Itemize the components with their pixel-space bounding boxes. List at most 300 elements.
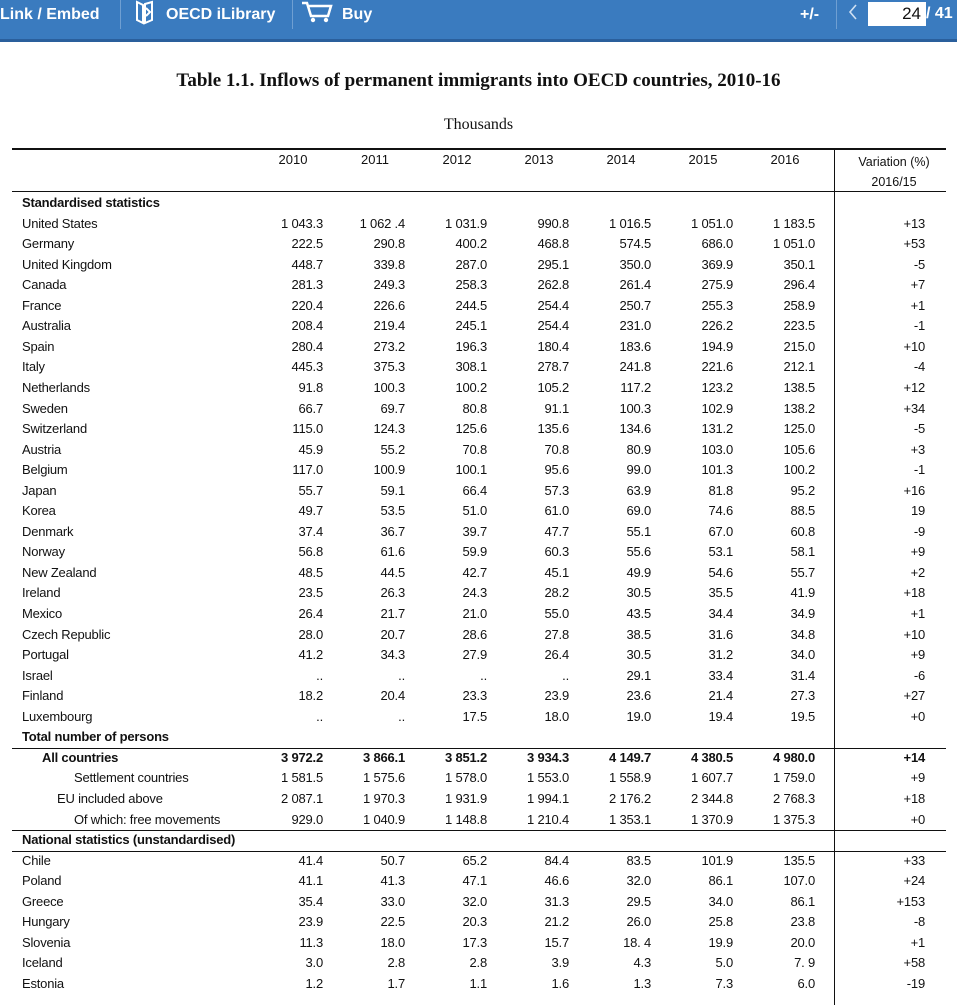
table-row [12,337,946,358]
cell-variation: -19 [906,975,925,991]
cell-value: 1 016.5 [609,215,651,231]
cell-variation: +27 [903,688,925,704]
cell-value: 196.3 [455,338,487,354]
cell-value: 262.8 [537,277,569,293]
cell-value: 28.6 [462,626,487,642]
year-header: 2010 [278,152,308,167]
cell-value: 212.1 [783,359,815,375]
variation-header-line2: 2016/15 [871,175,917,189]
table-row [12,357,946,378]
cell-variation: +16 [903,482,925,498]
cell-value: 53.1 [708,544,733,560]
cell-variation: +13 [903,215,925,231]
cell-variation: +34 [903,400,925,416]
cell-variation: +3 [910,441,925,457]
table-row [12,892,946,913]
cell-value: 468.8 [537,236,569,252]
cell-value: 91.1 [544,400,569,416]
section-rule [12,830,946,831]
cell-value: 990.8 [537,215,569,231]
row-label: Austria [22,441,62,457]
row-label: Estonia [22,975,64,991]
row-label: Switzerland [22,421,87,437]
cell-value: 3.9 [551,955,569,971]
cell-value: 34.8 [790,626,815,642]
cell-value: 28.0 [298,626,323,642]
cell-value: 11.3 [299,934,323,950]
cell-value: 183.6 [619,338,651,354]
cell-value: 65.2 [462,852,487,868]
cell-value: 95.6 [544,462,569,478]
cell-value: 574.5 [619,236,651,252]
oecd-ilibrary-label: OECD iLibrary [166,5,276,23]
table-row [12,399,946,420]
cell-variation: +1 [910,606,925,621]
cell-value: 2 768.3 [773,790,815,806]
cell-variation: +10 [903,338,925,354]
cell-value: 2 344.8 [691,790,733,806]
cell-variation: +9 [910,647,925,663]
cell-variation: +53 [903,236,925,252]
cell-value: 23.8 [790,914,815,930]
cell-value: 1 375.3 [773,811,815,827]
row-label: Spain [22,338,55,354]
cell-value: 24.3 [462,585,487,601]
cell-value: 19.0 [626,708,651,724]
row-label: Finland [22,688,64,704]
cell-value: 60.3 [544,544,569,560]
cell-value: 31.2 [708,647,733,663]
cell-value: 296.4 [783,277,815,293]
link-embed-button[interactable] [0,0,112,29]
cell-value: 1.3 [633,975,651,991]
cell-value: 221.6 [701,359,733,375]
cell-value: 1 148.8 [445,811,487,827]
cell-value: 226.2 [701,318,733,334]
cell-value: 66.7 [298,400,323,416]
cell-value: 70.8 [462,441,487,457]
table-row [12,933,946,954]
cell-value: 5.0 [715,955,733,971]
row-label: Italy [22,359,45,375]
cell-value: 95.2 [790,482,815,498]
row-label: Total number of persons [22,729,169,745]
cell-value: 20.7 [380,626,405,642]
cell-variation: +0 [910,811,925,827]
cell-variation: +153 [896,893,925,909]
table-row [12,912,946,933]
cell-value: 23.3 [462,688,487,704]
cell-value: 74.6 [708,503,733,519]
book-icon [132,0,158,30]
cell-value: 41.3 [380,873,405,889]
table-row [12,666,946,687]
table-row [12,810,946,831]
cell-value: 208.4 [291,318,323,334]
row-label: Norway [22,544,65,560]
cell-value: 1 183.5 [773,215,815,231]
row-label: Germany [22,236,75,252]
prev-page-button[interactable] [848,0,862,29]
cell-value: 27.9 [462,647,487,663]
cell-value: 60.8 [790,523,815,539]
year-header: 2016 [770,152,800,167]
cell-value: 31.4 [790,667,815,683]
table-row [12,296,946,317]
cell-value: 290.8 [373,236,405,252]
table-row [12,645,946,666]
cell-value: 36.7 [380,523,405,539]
cell-variation: -1 [913,318,925,334]
buy-button[interactable] [300,0,390,29]
cell-value: 29.5 [626,893,651,909]
cell-value: 66.4 [462,482,487,498]
cell-value: 49.7 [298,503,323,519]
year-header: 2015 [688,152,718,167]
row-label: Sweden [22,400,68,416]
cell-variation: +58 [903,955,925,971]
cell-value: 1 558.9 [609,770,651,786]
cell-value: 1 210.4 [527,811,569,827]
cell-value: 50.7 [380,852,405,868]
table-row [12,542,946,563]
cell-variation: -5 [913,256,925,272]
row-label: Australia [22,318,71,334]
cell-value: 115.0 [292,421,323,437]
row-label: Luxembourg [22,708,93,724]
cell-variation: +1 [910,297,925,313]
cell-value: 1 043.3 [281,215,323,231]
cell-value: 55.1 [626,523,651,539]
cell-value: 18.0 [544,708,569,724]
row-label: Mexico [22,606,62,621]
cell-value: 20.4 [380,688,405,704]
cell-value: 249.3 [373,277,405,293]
cell-value: 222.5 [291,236,323,252]
cell-value: 308.1 [455,359,487,375]
cell-value: 2.8 [469,955,487,971]
cell-value: 31.3 [544,893,569,909]
cell-value: 80.8 [462,400,487,416]
cell-value: 58.1 [790,544,815,560]
cell-value: 59.1 [380,482,405,498]
cell-value: 55.2 [380,441,405,457]
table-top-rule [12,148,946,150]
table-unit: Thousands [443,116,514,133]
cell-value: 28.2 [544,585,569,601]
cell-value: 101.9 [701,852,733,868]
page-number-input[interactable]: 24 [868,2,926,26]
cell-value: 56.8 [298,544,323,560]
row-label: Korea [22,503,56,519]
table-row [12,871,946,892]
cell-value: 1.6 [551,975,569,991]
cell-value: 100.3 [373,379,405,395]
cell-value: 1 031.9 [445,215,487,231]
cell-value: 42.7 [462,564,487,580]
cell-value: 18.0 [380,934,405,950]
table-row [12,255,946,276]
table-row [12,522,946,543]
row-label: Settlement countries [74,770,189,786]
cell-value: 32.0 [462,893,487,909]
cell-value: 100.2 [455,379,487,395]
cell-value: 102.9 [701,400,733,416]
cell-value: 244.5 [455,297,487,313]
cell-value: 48.5 [298,564,323,580]
cell-value: 138.5 [783,379,815,395]
cell-value: 23.5 [298,585,323,601]
table-row [12,748,946,769]
cell-value: 4 980.0 [773,749,815,765]
cell-variation: +12 [903,379,925,395]
cell-value: 41.9 [790,585,815,601]
cell-value: 1.1 [469,975,487,991]
cell-value: 7. 9 [794,955,815,971]
cell-value: 686.0 [701,236,733,252]
cell-value: 55.6 [626,544,651,560]
cell-value: 22.5 [380,914,405,930]
cell-value: 1.7 [387,975,405,991]
cell-value: 1 353.1 [609,811,651,827]
cell-value: 448.7 [291,256,323,272]
row-label: Canada [22,277,67,293]
cell-value: 231.0 [619,318,651,334]
cell-value: 19.5 [790,708,815,724]
cell-value: 124.3 [373,421,405,437]
cell-value: 61.6 [380,544,405,560]
cell-value: 101.3 [701,462,733,478]
cell-value: 20.0 [790,934,815,950]
cell-value: 445.3 [291,359,323,375]
year-header: 2011 [361,152,389,167]
cell-value: 123.2 [701,379,733,395]
cell-variation: +24 [903,873,925,889]
table-section-header [12,193,946,214]
table-row [12,501,946,522]
toolbar-divider [292,0,293,29]
cell-value: 138.2 [783,400,815,416]
cell-variation: -9 [913,523,925,539]
cell-value: 1 051.0 [773,236,815,252]
cell-value: 107.0 [783,873,815,889]
cell-value: 41.2 [298,647,323,663]
year-header: 2013 [524,152,554,167]
cell-value: 21.0 [462,606,487,621]
cell-variation: +9 [910,544,925,560]
cell-value: 44.5 [380,564,405,580]
cell-value: 254.4 [537,318,569,334]
row-label: All countries [42,749,119,765]
cell-value: 51.0 [462,503,487,519]
cell-variation: +1 [910,934,925,950]
cell-value: 26.4 [544,647,569,663]
table-row [12,481,946,502]
cell-variation: -1 [913,462,925,478]
cell-value: 45.9 [298,441,323,457]
table-row [12,234,946,255]
cell-value: 255.3 [701,297,733,313]
cell-value: 21.4 [708,688,733,704]
cell-value: 125.6 [455,421,487,437]
cell-value: 41.4 [298,852,323,868]
cell-value: 34.0 [708,893,733,909]
cell-variation: +2 [910,564,925,580]
row-label: Belgium [22,462,68,478]
cell-value: 30.5 [626,585,651,601]
cell-value: 38.5 [626,626,651,642]
zoom-toggle-button[interactable] [800,0,830,29]
cell-variation: +14 [903,749,925,765]
cell-value: 43.5 [626,606,651,621]
cell-value: 4.3 [633,955,651,971]
cell-value: 258.9 [783,297,815,313]
row-label: Ireland [22,585,61,601]
cell-value: 69.0 [626,503,651,519]
cell-value: 350.0 [619,256,651,272]
row-label: Denmark [22,523,74,539]
cell-value: 1 553.0 [527,770,569,786]
cell-value: 1 759.0 [773,770,815,786]
row-label: Iceland [22,955,63,971]
cell-variation: +10 [903,626,925,642]
cell-value: 1 994.1 [527,790,569,806]
row-label: United Kingdom [22,256,112,272]
cell-value: 15.7 [544,934,569,950]
row-label: Netherlands [22,379,90,395]
cell-value: 117.0 [292,462,323,478]
cell-value: 1 040.9 [363,811,405,827]
cell-value: 2 176.2 [609,790,651,806]
cell-value: 215.0 [783,338,815,354]
table-section-header [12,830,946,851]
cell-value: 86.1 [708,873,733,889]
cell-value: 400.2 [455,236,487,252]
table-row [12,604,946,625]
cell-variation: -8 [913,914,925,930]
cell-variation: -4 [913,359,925,375]
cell-value: 258.3 [455,277,487,293]
cell-value: 105.2 [537,379,569,395]
oecd-ilibrary-button[interactable] [132,0,284,29]
row-label: Czech Republic [22,626,111,642]
cell-value: 69.7 [380,400,405,416]
cell-value: 31.6 [708,626,733,642]
cell-value: 241.8 [619,359,651,375]
cell-value: 23.9 [298,914,323,930]
row-label: Japan [22,482,57,498]
cell-value: 18. 4 [623,934,651,950]
table-row [12,378,946,399]
cell-value: 59.9 [462,544,487,560]
cell-value: 4 149.7 [609,749,651,765]
row-label: Standardised statistics [22,195,160,210]
cell-value: 35.5 [708,585,733,601]
cell-variation: -5 [913,421,925,437]
cell-value: 80.9 [626,441,651,457]
cell-value: 1 970.3 [363,790,405,806]
cell-value: 117.2 [620,379,651,395]
table-row [12,460,946,481]
cell-value: 39.7 [462,523,487,539]
cell-value: 131.2 [701,421,733,437]
cell-value: 45.1 [544,564,569,580]
cell-value: 1 607.7 [691,770,733,786]
cell-value: 3 934.3 [527,749,569,765]
link-embed-label: Link / Embed [0,5,100,23]
page-total: / 41 [926,5,953,22]
table-row [12,953,946,974]
cell-value: 21.2 [544,914,569,930]
cell-value: 99.0 [626,462,651,478]
cell-value: 250.7 [619,297,651,313]
buy-label: Buy [342,5,373,23]
year-header: 2014 [606,152,636,167]
cell-value: 33.4 [708,667,733,683]
cell-value: 2 087.1 [281,790,323,806]
table-row [12,789,946,810]
cell-value: 83.5 [626,852,651,868]
cell-value: 55.7 [298,482,323,498]
cell-value: 29.1 [626,667,651,683]
cell-value: 84.4 [544,852,569,868]
cell-value: 17.5 [462,708,487,724]
cell-value: 134.6 [619,421,651,437]
cell-value: .. [398,667,405,683]
cell-value: 350.1 [783,256,815,272]
cell-value: 1 578.0 [445,770,487,786]
table-row [12,851,946,872]
table-row [12,768,946,789]
cell-value: 223.5 [783,318,815,334]
cell-value: 21.7 [380,606,405,621]
cell-value: .. [480,667,487,683]
row-label: Of which: free movements [74,811,221,827]
row-label: Poland [22,873,62,889]
row-label: United States [22,215,98,231]
chevron-left-icon [848,4,858,25]
header-bottom-rule [12,191,946,192]
cell-value: 226.6 [373,297,405,313]
cell-value: 1.2 [305,975,323,991]
table-row [12,707,946,728]
cell-value: 86.1 [790,893,815,909]
cell-value: 41.1 [298,873,323,889]
cell-value: 273.2 [373,338,405,354]
cell-value: 53.5 [380,503,405,519]
cell-value: 54.6 [708,564,733,580]
cell-value: 278.7 [537,359,569,375]
cell-value: 194.9 [701,338,733,354]
toolbar-divider [120,0,121,29]
cell-value: 27.3 [790,688,815,704]
row-label: New Zealand [22,564,97,580]
cell-value: 23.9 [544,688,569,704]
cell-value: 30.5 [626,647,651,663]
cell-value: 88.5 [790,503,815,519]
cell-value: 35.4 [298,893,323,909]
cell-value: 57.3 [544,482,569,498]
cell-value: 70.8 [544,441,569,457]
row-label: Chile [22,852,51,868]
cell-value: 20.3 [462,914,487,930]
cell-value: 245.1 [455,318,487,334]
table-section-header [12,727,946,748]
cell-value: 1 051.0 [691,215,733,231]
table-row [12,440,946,461]
cell-value: 55.7 [790,564,815,580]
cell-value: 61.0 [544,503,569,519]
